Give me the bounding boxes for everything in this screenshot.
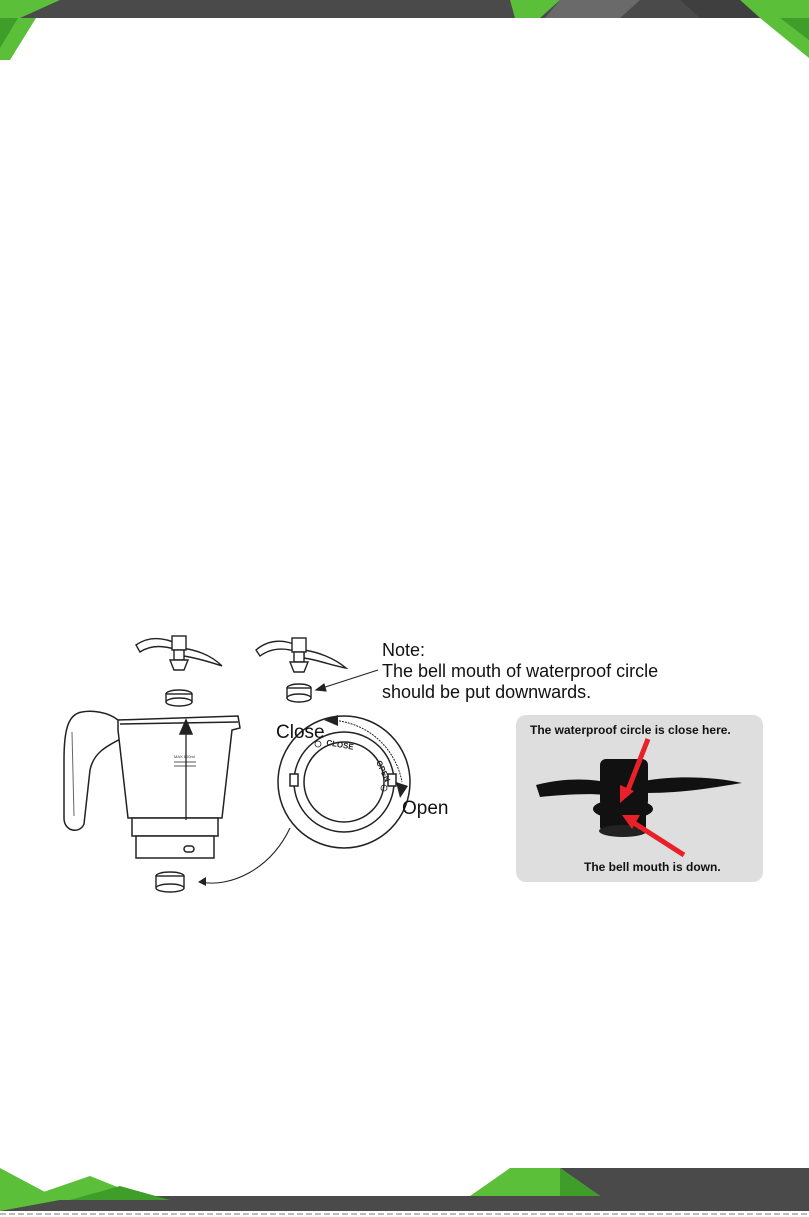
blade-photo-panel	[516, 715, 763, 882]
top-right-corner-shape	[760, 18, 809, 63]
note-pointer-arrow	[316, 670, 378, 691]
top-left-corner-shape	[0, 18, 40, 63]
bottom-nut	[156, 872, 184, 892]
ring-close-text: CLOSE	[325, 738, 355, 752]
photo-caption-top: The waterproof circle is close here.	[530, 723, 731, 737]
open-label: Open	[402, 798, 449, 819]
blade-photo	[516, 715, 763, 882]
assembly-note	[382, 640, 702, 703]
bottom-decorative-band	[0, 1160, 809, 1217]
close-label: Close	[276, 722, 325, 743]
svg-text:MAX 600ml: MAX 600ml	[174, 754, 195, 759]
note-line-2: should be put downwards.	[382, 682, 592, 702]
jug-illustration	[64, 711, 240, 858]
ring-open-text: OPEN	[374, 759, 392, 784]
top-decorative-band	[0, 0, 809, 20]
note-heading: Note:	[382, 640, 426, 660]
photo-caption-bottom: The bell mouth is down.	[584, 860, 721, 874]
note-line-1: The bell mouth of waterproof circle	[382, 661, 659, 681]
blade-assembly-left	[136, 636, 222, 706]
print-crop-lines	[0, 1211, 809, 1217]
blade-assembly-right	[256, 638, 346, 702]
